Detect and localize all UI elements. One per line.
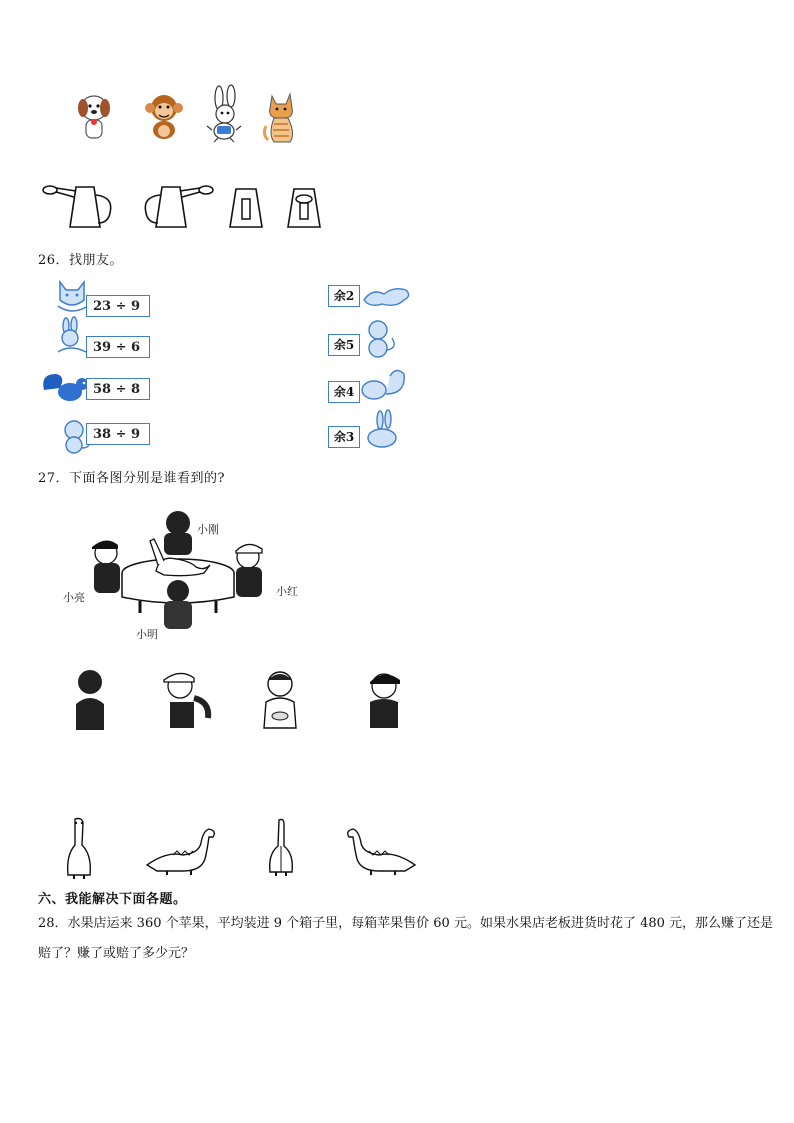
name-xiaoliang: 小亮 [63,591,85,604]
question-26-title: 26．找朋友。 [38,253,124,268]
boy-front-view-icon [258,668,304,730]
section-6-heading: 六、我能解决下面各题。 [38,892,187,907]
watering-can-front-left-icon [42,183,116,229]
boy-back-view-icon [72,668,108,730]
question-27-title: 27．下面各图分别是谁看到的? [38,471,226,486]
remainder-box-3[interactable]: 余4 [328,381,360,403]
remainder-box-2[interactable]: 余5 [328,334,360,356]
dog-icon [74,92,114,142]
dinosaur-back-view-icon [264,816,298,878]
watering-can-top-icon [286,187,322,229]
dinosaur-front-view-icon [62,815,96,881]
division-box-4[interactable]: 38 ÷ 9 [86,423,150,445]
cat-icon [262,90,300,146]
monkey-outline-icon [362,318,398,360]
rabbit-icon [204,86,244,144]
name-xiaogang: 小刚 [197,523,219,536]
table-scene-illustration [80,505,300,645]
name-xiaoming: 小明 [136,628,158,641]
watering-can-front-right-icon [140,183,214,229]
boy-cap-back-view-icon [362,668,408,730]
name-xiaohong: 小红 [276,585,298,598]
division-box-2[interactable]: 39 ÷ 6 [86,336,150,358]
monkey-icon [143,92,185,140]
rabbit-outline-icon [360,410,402,450]
squirrel-tail-icon [356,364,412,404]
boy-cap-side-view-icon [160,668,216,730]
question-28-text: 28．水果店运来 360 个苹果，平均装进 9 个箱子里，每箱苹果售价 60 元。如果水果店老板进货时花了 480 元，那么赚了还是赔了？赚了或赔了多少元？ [38,916,774,961]
division-box-3[interactable]: 58 ÷ 8 [86,378,150,400]
watering-can-side-icon [228,187,264,229]
squirrel-outline-icon [360,282,414,312]
squirrel-icon [40,370,90,406]
dinosaur-side-left-view-icon [143,825,219,877]
dinosaur-side-right-view-icon [343,825,419,877]
remainder-box-1[interactable]: 余2 [328,285,360,307]
division-box-1[interactable]: 23 ÷ 9 [86,295,150,317]
remainder-box-4[interactable]: 余3 [328,426,360,448]
